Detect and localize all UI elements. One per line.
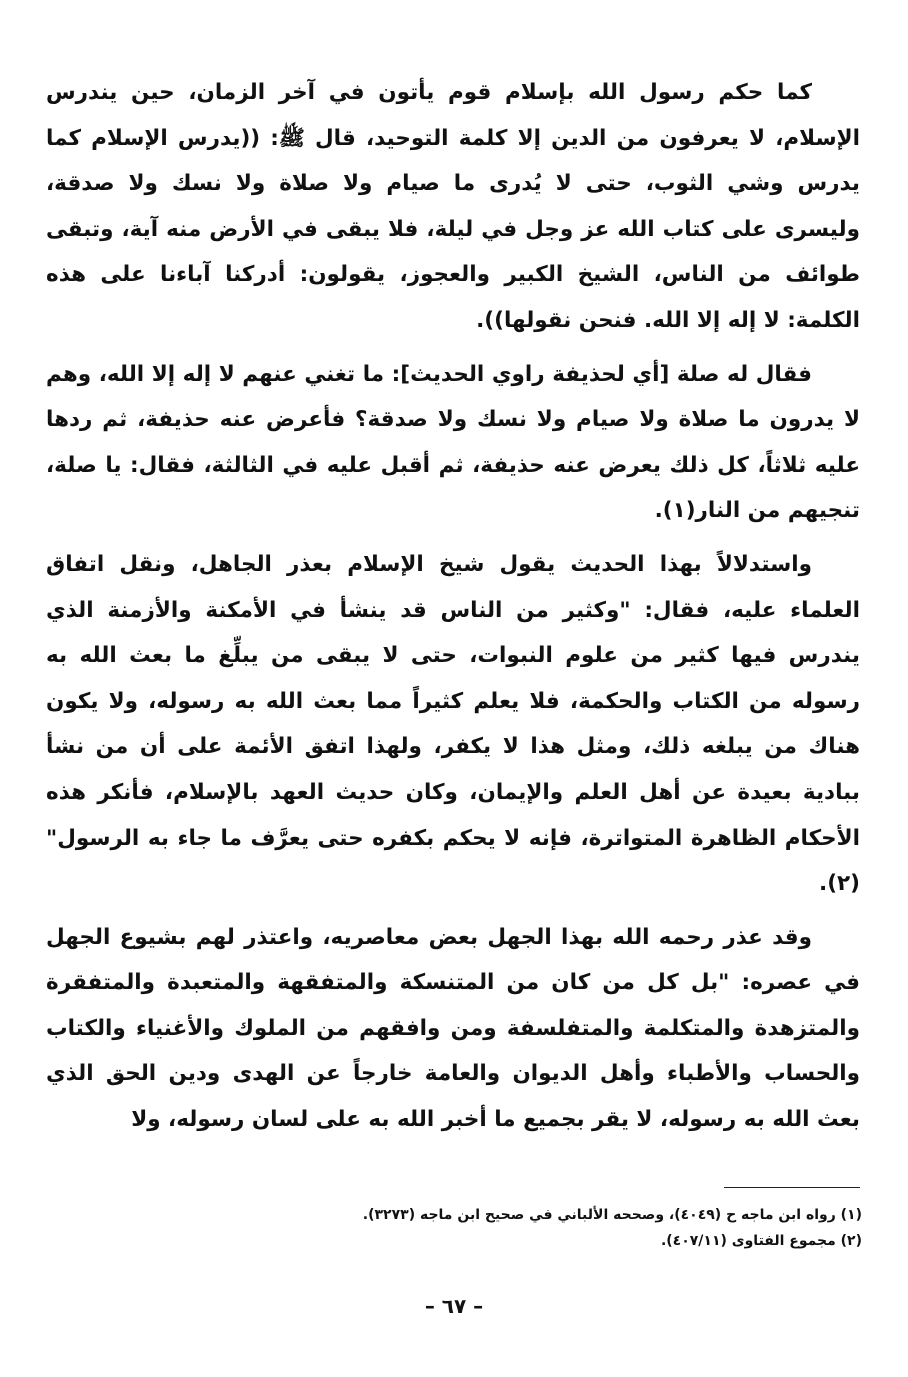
paragraph-ibn-taymiyyah-quote: واستدلالاً بهذا الحديث يقول شيخ الإسلام بعذر الجاهل، ونقل اتفاق العلماء عليه، فقال: "وكثير من الناس قد ينشأ في الأمكنة والأزمنة الذي يندرس فيها كثير من علوم النبوات، حتى لا يبقى من يبلِّغ ما بعث الله به رسوله من الكتاب والحكمة، فلا يعلم كثيراً مما بعث الله به رسوله، ولا يكون هناك من يبلغه ذلك، ومثل هذا لا يكفر، ولهذا اتفق الأئمة على أن من نشأ ببادية بعيدة عن أهل العلم والإيمان، وكان حديث العهد بالإسلام، فأنكر هذه الأحكام الظاهرة المتواترة، فإنه لا يحكم بكفره حتى يعرَّف ما جاء به الرسول"(٢). [46, 551, 860, 897]
footnote-divider [724, 1187, 860, 1188]
body-text [46, 70, 860, 1143]
paragraph-silah-dialogue: فقال له صلة [أي لحذيفة راوي الحديث]: ما تغني عنهم لا إله إلا الله، وهم لا يدرون ما صلاة ولا صيام ولا نسك ولا صدقة؟ فأعرض عنه حذيفة، ثم ردها عليه ثلاثاً، كل ذلك يعرض عنه حذيفة، ثم أقبل عليه في الثالثة، فقال: يا صلة، تنجيهم من النار(١). [46, 361, 860, 524]
paragraph-contemporaries: وقد عذر رحمه الله بهذا الجهل بعض معاصريه، واعتذر لهم بشيوع الجهل في عصره: "بل كل من كان من المتنسكة والمتفقهة والمتعبدة والمتفقرة والمتزهدة والمتكلمة والمتفلسفة ومن وافقهم من الملوك والأغنياء والكتاب والحساب والأطباء وأهل الديوان والعامة خارجاً عن الهدى ودين الحق الذي بعث الله به رسوله، لا يقر بجميع ما أخبر الله به على لسان رسوله، ولا [46, 924, 860, 1133]
footnote-2: (٢) مجموع الفتاوى (٤٠٧/١١). [660, 1233, 862, 1249]
footnotes [48, 1202, 862, 1254]
page-number: – ٦٧ – [424, 1294, 484, 1318]
footnote-1: (١) رواه ابن ماجه ح (٤٠٤٩)، وصححه الألباني في صحيح ابن ماجه (٣٢٧٣). [362, 1207, 862, 1223]
paragraph-hadith: كما حكم رسول الله بإسلام قوم يأتون في آخر الزمان، حين يندرس الإسلام، لا يعرفون من الدين إلا كلمة التوحيد، قال ﷺ: ((يدرس الإسلام كما يدرس وشي الثوب، حتى لا يُدرى ما صيام ولا صلاة ولا نسك ولا صدقة، وليسرى على كتاب الله عز وجل في ليلة، فلا يبقى في الأرض منه آية، وتبقى طوائف من الناس، الشيخ الكبير والعجوز، يقولون: أدركنا آباءنا على هذه الكلمة: لا إله إلا الله. فنحن نقولها)). [46, 80, 860, 333]
